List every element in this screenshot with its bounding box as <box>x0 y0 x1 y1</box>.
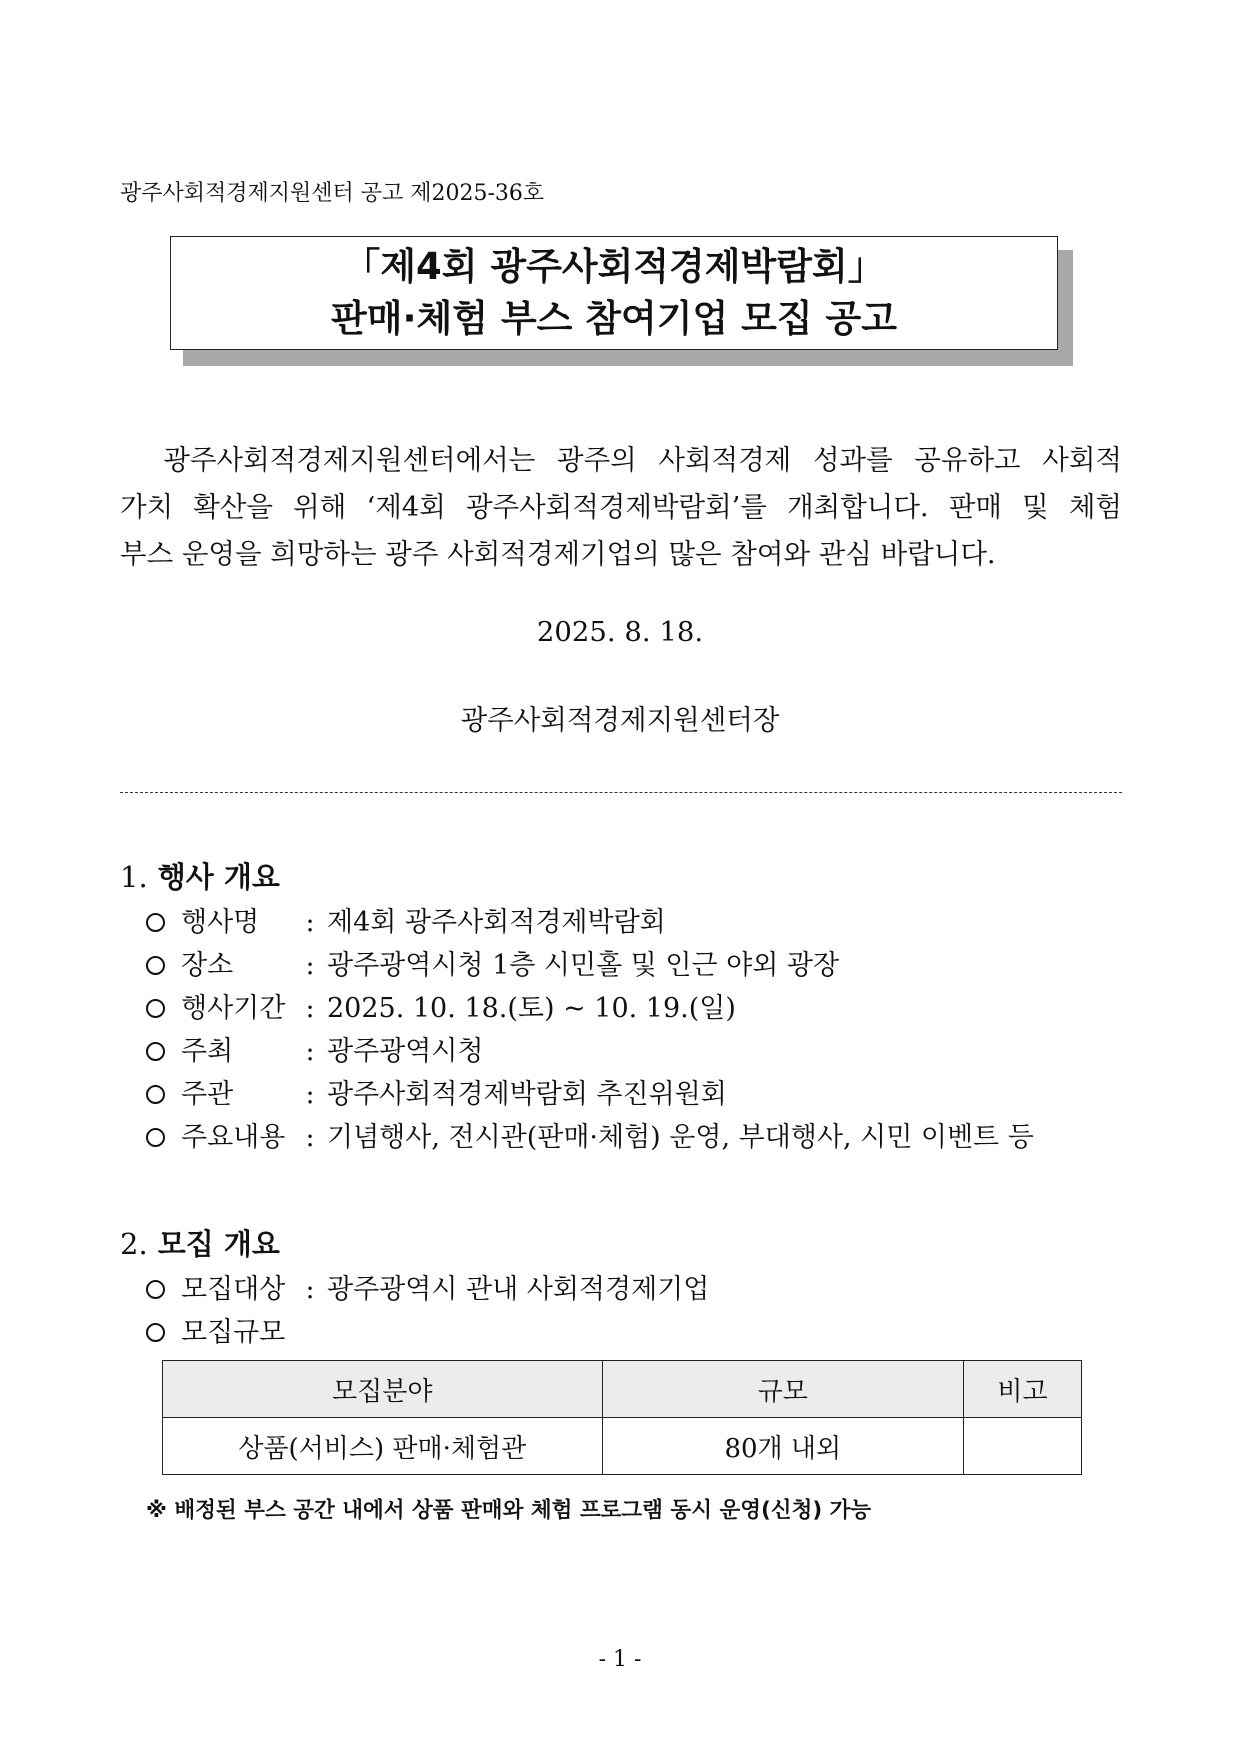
list-item <box>146 1268 709 1311</box>
title-line-2: 판매·체험 부스 참여기업 모집 공고 <box>331 297 897 340</box>
column-header: 모집분야 <box>163 1361 603 1418</box>
item-value: 광주광역시청 1층 시민홀 및 인근 야외 광장 <box>327 950 840 981</box>
item-label: 모집규모 <box>181 1317 286 1348</box>
notice-number: 광주사회적경제지원센터 공고 제2025-36호 <box>120 181 545 206</box>
list-item <box>146 944 1034 987</box>
note: ※ 배정된 부스 공간 내에서 상품 판매와 체험 프로그램 동시 운영(신청) 가능 <box>146 1498 872 1523</box>
table-cell: 80개 내외 <box>602 1418 964 1475</box>
circle-bullet-icon <box>146 999 165 1018</box>
item-label: 주관 <box>181 1079 234 1110</box>
circle-bullet-icon <box>146 1128 165 1147</box>
column-header: 규모 <box>602 1361 964 1418</box>
table-cell <box>964 1418 1082 1475</box>
section-2-heading: 모집 개요 <box>157 1227 280 1261</box>
intro-line-3: 부스 운영을 희망하는 광주 사회적경제기업의 많은 참여와 관심 바랍니다. <box>120 538 996 570</box>
item-value: 광주사회적경제박람회 추진위원회 <box>327 1079 727 1110</box>
item-value: 제4회 광주사회적경제박람회 <box>327 907 666 938</box>
list-item <box>146 1073 1034 1116</box>
title-box <box>170 236 1058 350</box>
item-value: 광주광역시 관내 사회적경제기업 <box>327 1274 710 1305</box>
list-item <box>146 1116 1034 1159</box>
recruit-overview-list <box>146 1268 709 1354</box>
intro-line-1: 광주사회적경제지원센터에서는 광주의 사회적경제 성과를 공유하고 사회적 <box>163 444 1122 476</box>
colon: : <box>305 950 315 981</box>
page-number: - 1 - <box>598 1647 642 1672</box>
list-item <box>146 901 1034 944</box>
item-value: 기념행사, 전시관(판매·체험) 운영, 부대행사, 시민 이벤트 등 <box>327 1122 1034 1153</box>
notice-date: 2025. 8. 18. <box>536 616 704 648</box>
column-header: 비고 <box>964 1361 1082 1418</box>
item-value: 광주광역시청 <box>327 1036 484 1067</box>
circle-bullet-icon <box>146 1042 165 1061</box>
circle-bullet-icon <box>146 1323 165 1342</box>
event-overview-list <box>146 901 1034 1159</box>
circle-bullet-icon <box>146 1085 165 1104</box>
table-cell: 상품(서비스) 판매·체험관 <box>163 1418 603 1475</box>
item-label: 행사명 <box>181 907 260 938</box>
list-item <box>146 987 1034 1030</box>
colon: : <box>305 1122 315 1153</box>
circle-bullet-icon <box>146 1280 165 1299</box>
colon: : <box>305 1274 315 1305</box>
item-label: 주최 <box>181 1036 234 1067</box>
list-item <box>146 1030 1034 1073</box>
intro-paragraph <box>120 437 1122 578</box>
section-2-number: 2. <box>120 1227 148 1261</box>
item-label: 모집대상 <box>181 1274 286 1305</box>
item-label: 주요내용 <box>181 1122 286 1153</box>
item-value: 2025. 10. 18.(토) ~ 10. 19.(일) <box>327 993 736 1024</box>
section-1-title <box>120 855 280 896</box>
section-2-title <box>120 1222 280 1263</box>
intro-line-2: 가치 확산을 위해 ‘제4회 광주사회적경제박람회’를 개최합니다. 판매 및 체험 <box>120 491 1122 523</box>
colon: : <box>305 1036 315 1067</box>
item-label: 행사기간 <box>181 993 286 1024</box>
section-1-heading: 행사 개요 <box>157 860 280 894</box>
colon: : <box>305 1079 315 1110</box>
item-label: 장소 <box>181 950 234 981</box>
recruit-table <box>162 1360 1082 1475</box>
section-1-number: 1. <box>120 860 148 894</box>
list-item <box>146 1311 709 1354</box>
circle-bullet-icon <box>146 956 165 975</box>
colon: : <box>305 907 315 938</box>
table-row <box>163 1418 1082 1475</box>
dashed-divider <box>120 792 1122 793</box>
colon: : <box>305 993 315 1024</box>
table-header-row <box>163 1361 1082 1418</box>
signer: 광주사회적경제지원센터장 <box>460 704 780 736</box>
circle-bullet-icon <box>146 913 165 932</box>
title-line-1: ｢제4회 광주사회적경제박람회｣ <box>361 245 867 288</box>
